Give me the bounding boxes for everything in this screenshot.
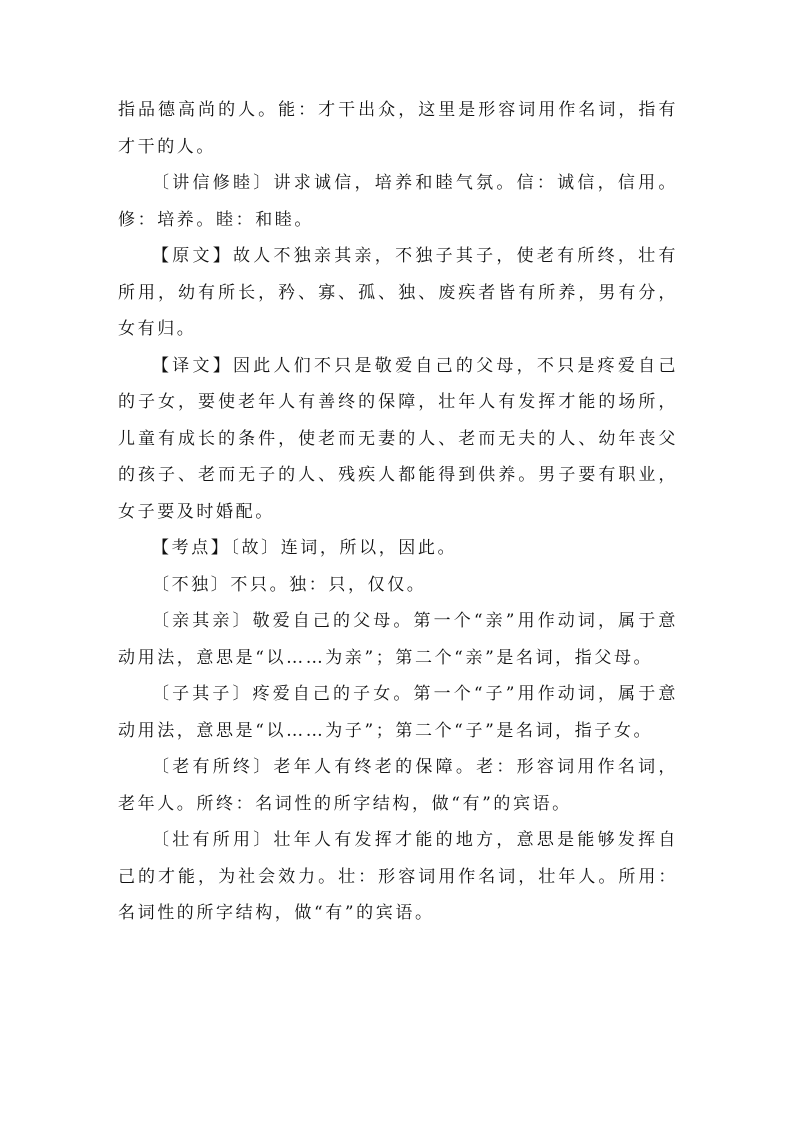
paragraph-6: 〔不独〕不只。独：只，仅仅。 (152, 574, 427, 595)
paragraph-2: 〔讲信修睦〕讲求诚信，培养和睦气氛。信：诚信，信用。修：培养。睦：和睦。 (118, 173, 678, 230)
paragraph-1: 指品德高尚的人。能：才干出众，这里是形容词用作名词，指有才干的人。 (118, 100, 678, 157)
paragraph-8: 〔子其子〕疼爱自己的子女。第一个“子”用作动词，属于意动用法，意思是“以……为子”；第二个“子”是名词，指子女。 (118, 684, 678, 741)
paragraph-5: 【考点】〔故〕连词，所以，因此。 (152, 538, 458, 558)
paragraph-7: 〔亲其亲〕敬爱自己的父母。第一个“亲”用作动词，属于意动用法，意思是“以……为亲”；第二个“亲”是名词，指父母。 (118, 611, 678, 668)
document-body (118, 92, 678, 932)
paragraph-10: 〔壮有所用〕壮年人有发挥才能的地方，意思是能够发挥自己的才能，为社会效力。壮：形容词用作名词，壮年人。所用：名词性的所字结构，做“有”的宾语。 (118, 830, 678, 923)
paragraph-4: 【译文】因此人们不只是敬爱自己的父母，不只是疼爱自己的子女，要使老年人有善终的保障，壮年人有发挥才能的场所，儿童有成长的条件，使老而无妻的人、老而无夫的人、幼年丧父的孩子、老而无子的人、残疾人都能得到供养。男子要有职业，女子要及时婚配。 (118, 355, 678, 522)
paragraph-3: 【原文】故人不独亲其亲，不独子其子，使老有所终，壮有所用，幼有所长，矜、寡、孤、独、废疾者皆有所养，男有分，女有归。 (118, 246, 678, 339)
paragraph-9: 〔老有所终〕老年人有终老的保障。老：形容词用作名词，老年人。所终：名词性的所字结构，做“有”的宾语。 (118, 757, 678, 814)
